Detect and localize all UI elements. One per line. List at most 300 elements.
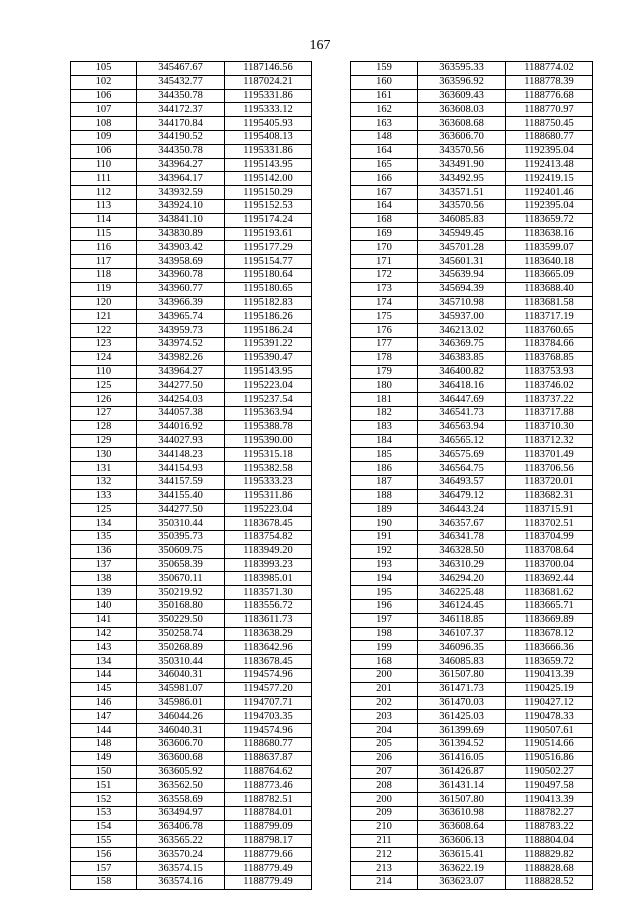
x-coordinate-cell: 363608.64 [418, 820, 506, 834]
point-number-cell: 137 [71, 558, 137, 572]
table-row [71, 613, 312, 627]
y-coordinate-cell: 1195408.13 [225, 130, 312, 144]
x-coordinate-cell: 363606.70 [137, 738, 225, 752]
point-number-cell: 123 [71, 337, 137, 351]
table-row [71, 489, 312, 503]
point-number-cell: 112 [71, 186, 137, 200]
y-coordinate-cell: 1183702.51 [506, 517, 593, 531]
x-coordinate-cell: 345432.77 [137, 75, 225, 89]
x-coordinate-cell: 346443.24 [418, 503, 506, 517]
x-coordinate-cell: 350658.39 [137, 558, 225, 572]
x-coordinate-cell: 343974.52 [137, 337, 225, 351]
point-number-cell: 208 [351, 779, 418, 793]
table-row [351, 862, 593, 876]
point-number-cell: 212 [351, 848, 418, 862]
table-body-right [351, 62, 593, 890]
y-coordinate-cell: 1188770.97 [506, 103, 593, 117]
table-row [351, 117, 593, 131]
point-number-cell: 157 [71, 862, 137, 876]
table-row [351, 503, 593, 517]
table-row [351, 227, 593, 241]
point-number-cell: 110 [71, 365, 137, 379]
point-number-cell: 183 [351, 420, 418, 434]
table-row [71, 186, 312, 200]
y-coordinate-cell: 1183599.07 [506, 241, 593, 255]
table-row [71, 600, 312, 614]
x-coordinate-cell: 346369.75 [418, 337, 506, 351]
point-number-cell: 145 [71, 682, 137, 696]
table-row [351, 558, 593, 572]
table-row [71, 241, 312, 255]
table-row [71, 337, 312, 351]
x-coordinate-cell: 343570.56 [418, 199, 506, 213]
point-number-cell: 111 [71, 172, 137, 186]
table-row [351, 199, 593, 213]
x-coordinate-cell: 363406.78 [137, 820, 225, 834]
x-coordinate-cell: 343960.77 [137, 282, 225, 296]
x-coordinate-cell: 345639.94 [418, 268, 506, 282]
point-number-cell: 107 [71, 103, 137, 117]
y-coordinate-cell: 1188782.27 [506, 807, 593, 821]
y-coordinate-cell: 1190413.39 [506, 669, 593, 683]
x-coordinate-cell: 363606.13 [418, 834, 506, 848]
x-coordinate-cell: 344057.38 [137, 406, 225, 420]
x-coordinate-cell: 363574.15 [137, 862, 225, 876]
x-coordinate-cell: 343959.73 [137, 324, 225, 338]
x-coordinate-cell: 346040.31 [137, 724, 225, 738]
table-row [71, 144, 312, 158]
y-coordinate-cell: 1188779.49 [225, 862, 312, 876]
point-number-cell: 205 [351, 738, 418, 752]
y-coordinate-cell: 1188773.46 [225, 779, 312, 793]
y-coordinate-cell: 1190502.27 [506, 765, 593, 779]
point-number-cell: 122 [71, 324, 137, 338]
point-number-cell: 125 [71, 503, 137, 517]
point-number-cell: 201 [351, 682, 418, 696]
x-coordinate-cell: 363570.24 [137, 848, 225, 862]
point-number-cell: 166 [351, 172, 418, 186]
y-coordinate-cell: 1195390.00 [225, 434, 312, 448]
table-row [71, 130, 312, 144]
point-number-cell: 189 [351, 503, 418, 517]
point-number-cell: 192 [351, 544, 418, 558]
y-coordinate-cell: 1195180.65 [225, 282, 312, 296]
y-coordinate-cell: 1195152.53 [225, 199, 312, 213]
x-coordinate-cell: 346044.26 [137, 710, 225, 724]
y-coordinate-cell: 1195237.54 [225, 393, 312, 407]
page-number: 167 [309, 38, 331, 53]
table-row [71, 848, 312, 862]
table-row [71, 820, 312, 834]
y-coordinate-cell: 1195223.04 [225, 503, 312, 517]
point-number-cell: 139 [71, 586, 137, 600]
point-number-cell: 173 [351, 282, 418, 296]
point-number-cell: 131 [71, 462, 137, 476]
y-coordinate-cell: 1195143.95 [225, 365, 312, 379]
x-coordinate-cell: 363595.33 [418, 62, 506, 76]
y-coordinate-cell: 1190507.61 [506, 724, 593, 738]
table-row [351, 393, 593, 407]
y-coordinate-cell: 1188779.66 [225, 848, 312, 862]
y-coordinate-cell: 1183768.85 [506, 351, 593, 365]
y-coordinate-cell: 1195143.95 [225, 158, 312, 172]
x-coordinate-cell: 343492.95 [418, 172, 506, 186]
x-coordinate-cell: 343491.90 [418, 158, 506, 172]
y-coordinate-cell: 1192419.15 [506, 172, 593, 186]
x-coordinate-cell: 346357.67 [418, 517, 506, 531]
point-number-cell: 109 [71, 130, 137, 144]
x-coordinate-cell: 344254.03 [137, 393, 225, 407]
point-number-cell: 144 [71, 669, 137, 683]
point-number-cell: 172 [351, 268, 418, 282]
x-coordinate-cell: 345710.98 [418, 296, 506, 310]
y-coordinate-cell: 1195180.64 [225, 268, 312, 282]
point-number-cell: 164 [351, 199, 418, 213]
point-number-cell: 143 [71, 641, 137, 655]
y-coordinate-cell: 1183704.99 [506, 531, 593, 545]
y-coordinate-cell: 1183640.18 [506, 255, 593, 269]
point-number-cell: 116 [71, 241, 137, 255]
table-row [71, 351, 312, 365]
y-coordinate-cell: 1183659.72 [506, 213, 593, 227]
y-coordinate-cell: 1190516.86 [506, 751, 593, 765]
x-coordinate-cell: 343958.69 [137, 255, 225, 269]
point-number-cell: 169 [351, 227, 418, 241]
x-coordinate-cell: 361426.87 [418, 765, 506, 779]
point-number-cell: 117 [71, 255, 137, 269]
y-coordinate-cell: 1183753.93 [506, 365, 593, 379]
point-number-cell: 185 [351, 448, 418, 462]
x-coordinate-cell: 344277.50 [137, 379, 225, 393]
table-row [71, 682, 312, 696]
y-coordinate-cell: 1183638.16 [506, 227, 593, 241]
y-coordinate-cell: 1188783.22 [506, 820, 593, 834]
y-coordinate-cell: 1195150.29 [225, 186, 312, 200]
table-row [71, 738, 312, 752]
table-row [351, 241, 593, 255]
table-row [351, 282, 593, 296]
y-coordinate-cell: 1183556.72 [225, 600, 312, 614]
y-coordinate-cell: 1190413.39 [506, 793, 593, 807]
x-coordinate-cell: 361394.52 [418, 738, 506, 752]
y-coordinate-cell: 1183717.88 [506, 406, 593, 420]
y-coordinate-cell: 1194707.71 [225, 696, 312, 710]
x-coordinate-cell: 363609.43 [418, 89, 506, 103]
x-coordinate-cell: 343830.89 [137, 227, 225, 241]
table-row [71, 255, 312, 269]
y-coordinate-cell: 1194574.96 [225, 724, 312, 738]
table-row [351, 807, 593, 821]
y-coordinate-cell: 1195388.78 [225, 420, 312, 434]
y-coordinate-cell: 1183681.62 [506, 586, 593, 600]
x-coordinate-cell: 346575.69 [418, 448, 506, 462]
x-coordinate-cell: 346107.37 [418, 627, 506, 641]
point-number-cell: 165 [351, 158, 418, 172]
table-row [71, 517, 312, 531]
point-number-cell: 184 [351, 434, 418, 448]
table-row [71, 213, 312, 227]
y-coordinate-cell: 1188799.09 [225, 820, 312, 834]
x-coordinate-cell: 350395.73 [137, 531, 225, 545]
y-coordinate-cell: 1195142.00 [225, 172, 312, 186]
point-number-cell: 163 [351, 117, 418, 131]
table-row [71, 406, 312, 420]
y-coordinate-cell: 1183669.89 [506, 613, 593, 627]
table-row [351, 682, 593, 696]
table-row [351, 406, 593, 420]
point-number-cell: 134 [71, 655, 137, 669]
table-row [351, 834, 593, 848]
point-number-cell: 214 [351, 876, 418, 890]
table-row [351, 586, 593, 600]
point-number-cell: 191 [351, 531, 418, 545]
x-coordinate-cell: 344172.37 [137, 103, 225, 117]
point-number-cell: 175 [351, 310, 418, 324]
x-coordinate-cell: 363608.03 [418, 103, 506, 117]
point-number-cell: 102 [71, 75, 137, 89]
y-coordinate-cell: 1190514.66 [506, 738, 593, 752]
point-number-cell: 127 [71, 406, 137, 420]
point-number-cell: 138 [71, 572, 137, 586]
point-number-cell: 194 [351, 572, 418, 586]
y-coordinate-cell: 1183678.45 [225, 517, 312, 531]
point-number-cell: 128 [71, 420, 137, 434]
y-coordinate-cell: 1195382.58 [225, 462, 312, 476]
x-coordinate-cell: 361470.03 [418, 696, 506, 710]
table-row [351, 600, 593, 614]
point-number-cell: 203 [351, 710, 418, 724]
x-coordinate-cell: 363615.41 [418, 848, 506, 862]
point-number-cell: 158 [71, 876, 137, 890]
table-row [351, 765, 593, 779]
table-row [71, 227, 312, 241]
y-coordinate-cell: 1195186.24 [225, 324, 312, 338]
point-number-cell: 180 [351, 379, 418, 393]
table-row [71, 531, 312, 545]
x-coordinate-cell: 344154.93 [137, 462, 225, 476]
table-row [351, 475, 593, 489]
y-coordinate-cell: 1183678.12 [506, 627, 593, 641]
x-coordinate-cell: 363623.07 [418, 876, 506, 890]
table-row [351, 876, 593, 890]
table-row [351, 738, 593, 752]
point-number-cell: 146 [71, 696, 137, 710]
table-row [351, 820, 593, 834]
x-coordinate-cell: 346418.16 [418, 379, 506, 393]
x-coordinate-cell: 345701.28 [418, 241, 506, 255]
table-row [71, 62, 312, 76]
x-coordinate-cell: 346085.83 [418, 655, 506, 669]
y-coordinate-cell: 1195311.86 [225, 489, 312, 503]
table-row [351, 144, 593, 158]
table-row [351, 365, 593, 379]
point-number-cell: 140 [71, 600, 137, 614]
table-row [351, 531, 593, 545]
table-row [71, 669, 312, 683]
table-row [351, 213, 593, 227]
x-coordinate-cell: 363565.22 [137, 834, 225, 848]
y-coordinate-cell: 1195363.94 [225, 406, 312, 420]
point-number-cell: 153 [71, 807, 137, 821]
point-number-cell: 110 [71, 158, 137, 172]
x-coordinate-cell: 346341.78 [418, 531, 506, 545]
table-row [71, 779, 312, 793]
table-row [71, 462, 312, 476]
table-row [71, 627, 312, 641]
y-coordinate-cell: 1188764.62 [225, 765, 312, 779]
y-coordinate-cell: 1190497.58 [506, 779, 593, 793]
y-coordinate-cell: 1188637.87 [225, 751, 312, 765]
point-number-cell: 178 [351, 351, 418, 365]
point-number-cell: 198 [351, 627, 418, 641]
table-row [71, 862, 312, 876]
x-coordinate-cell: 343964.17 [137, 172, 225, 186]
point-number-cell: 148 [71, 738, 137, 752]
table-row [71, 834, 312, 848]
point-number-cell: 126 [71, 393, 137, 407]
table-row [71, 876, 312, 890]
y-coordinate-cell: 1183746.02 [506, 379, 593, 393]
point-number-cell: 210 [351, 820, 418, 834]
point-number-cell: 199 [351, 641, 418, 655]
point-number-cell: 187 [351, 475, 418, 489]
x-coordinate-cell: 343966.39 [137, 296, 225, 310]
x-coordinate-cell: 343965.74 [137, 310, 225, 324]
y-coordinate-cell: 1195405.93 [225, 117, 312, 131]
point-number-cell: 152 [71, 793, 137, 807]
point-number-cell: 181 [351, 393, 418, 407]
x-coordinate-cell: 345981.07 [137, 682, 225, 696]
table-row [71, 172, 312, 186]
point-number-cell: 174 [351, 296, 418, 310]
x-coordinate-cell: 343982.26 [137, 351, 225, 365]
table-row [351, 103, 593, 117]
y-coordinate-cell: 1195390.47 [225, 351, 312, 365]
point-number-cell: 211 [351, 834, 418, 848]
point-number-cell: 168 [351, 213, 418, 227]
y-coordinate-cell: 1188779.49 [225, 876, 312, 890]
point-number-cell: 188 [351, 489, 418, 503]
x-coordinate-cell: 346213.02 [418, 324, 506, 338]
y-coordinate-cell: 1183720.01 [506, 475, 593, 489]
x-coordinate-cell: 345467.67 [137, 62, 225, 76]
x-coordinate-cell: 346328.50 [418, 544, 506, 558]
point-number-cell: 154 [71, 820, 137, 834]
table-row [351, 848, 593, 862]
y-coordinate-cell: 1183681.58 [506, 296, 593, 310]
y-coordinate-cell: 1190478.33 [506, 710, 593, 724]
point-number-cell: 124 [71, 351, 137, 365]
table-row [351, 62, 593, 76]
coordinates-table-left [70, 61, 312, 890]
point-number-cell: 155 [71, 834, 137, 848]
y-coordinate-cell: 1188784.01 [225, 807, 312, 821]
y-coordinate-cell: 1194574.96 [225, 669, 312, 683]
x-coordinate-cell: 346124.45 [418, 600, 506, 614]
x-coordinate-cell: 361507.80 [418, 669, 506, 683]
x-coordinate-cell: 343924.10 [137, 199, 225, 213]
table-row [351, 186, 593, 200]
point-number-cell: 162 [351, 103, 418, 117]
x-coordinate-cell: 363608.68 [418, 117, 506, 131]
point-number-cell: 113 [71, 199, 137, 213]
point-number-cell: 147 [71, 710, 137, 724]
table-row [71, 268, 312, 282]
x-coordinate-cell: 350310.44 [137, 517, 225, 531]
y-coordinate-cell: 1188778.39 [506, 75, 593, 89]
point-number-cell: 135 [71, 531, 137, 545]
coordinates-table-right [350, 61, 593, 890]
x-coordinate-cell: 361471.73 [418, 682, 506, 696]
y-coordinate-cell: 1183638.29 [225, 627, 312, 641]
table-row [351, 489, 593, 503]
point-number-cell: 179 [351, 365, 418, 379]
table-row [71, 641, 312, 655]
x-coordinate-cell: 361425.03 [418, 710, 506, 724]
x-coordinate-cell: 361431.14 [418, 779, 506, 793]
point-number-cell: 136 [71, 544, 137, 558]
x-coordinate-cell: 345949.45 [418, 227, 506, 241]
point-number-cell: 141 [71, 613, 137, 627]
y-coordinate-cell: 1195193.61 [225, 227, 312, 241]
table-row [351, 310, 593, 324]
x-coordinate-cell: 363605.92 [137, 765, 225, 779]
point-number-cell: 200 [351, 793, 418, 807]
table-row [351, 710, 593, 724]
y-coordinate-cell: 1187024.21 [225, 75, 312, 89]
point-number-cell: 133 [71, 489, 137, 503]
x-coordinate-cell: 346310.29 [418, 558, 506, 572]
point-number-cell: 148 [351, 130, 418, 144]
table-row [351, 158, 593, 172]
x-coordinate-cell: 343932.59 [137, 186, 225, 200]
table-row [71, 434, 312, 448]
table-row [71, 765, 312, 779]
table-row [351, 296, 593, 310]
table-row [71, 420, 312, 434]
x-coordinate-cell: 350219.92 [137, 586, 225, 600]
y-coordinate-cell: 1183701.49 [506, 448, 593, 462]
point-number-cell: 202 [351, 696, 418, 710]
table-row [351, 172, 593, 186]
table-row [71, 448, 312, 462]
x-coordinate-cell: 346400.82 [418, 365, 506, 379]
point-number-cell: 159 [351, 62, 418, 76]
y-coordinate-cell: 1195186.26 [225, 310, 312, 324]
table-row [351, 655, 593, 669]
point-number-cell: 171 [351, 255, 418, 269]
y-coordinate-cell: 1183688.40 [506, 282, 593, 296]
y-coordinate-cell: 1183760.65 [506, 324, 593, 338]
table-row [351, 89, 593, 103]
table-row [351, 779, 593, 793]
table-row [351, 613, 593, 627]
y-coordinate-cell: 1195182.83 [225, 296, 312, 310]
x-coordinate-cell: 350310.44 [137, 655, 225, 669]
table-row [71, 710, 312, 724]
table-row [71, 296, 312, 310]
table-row [351, 641, 593, 655]
point-number-cell: 144 [71, 724, 137, 738]
point-number-cell: 186 [351, 462, 418, 476]
table-row [71, 751, 312, 765]
y-coordinate-cell: 1183985.01 [225, 572, 312, 586]
point-number-cell: 197 [351, 613, 418, 627]
table-row [71, 475, 312, 489]
y-coordinate-cell: 1183754.82 [225, 531, 312, 545]
point-number-cell: 204 [351, 724, 418, 738]
y-coordinate-cell: 1183678.45 [225, 655, 312, 669]
